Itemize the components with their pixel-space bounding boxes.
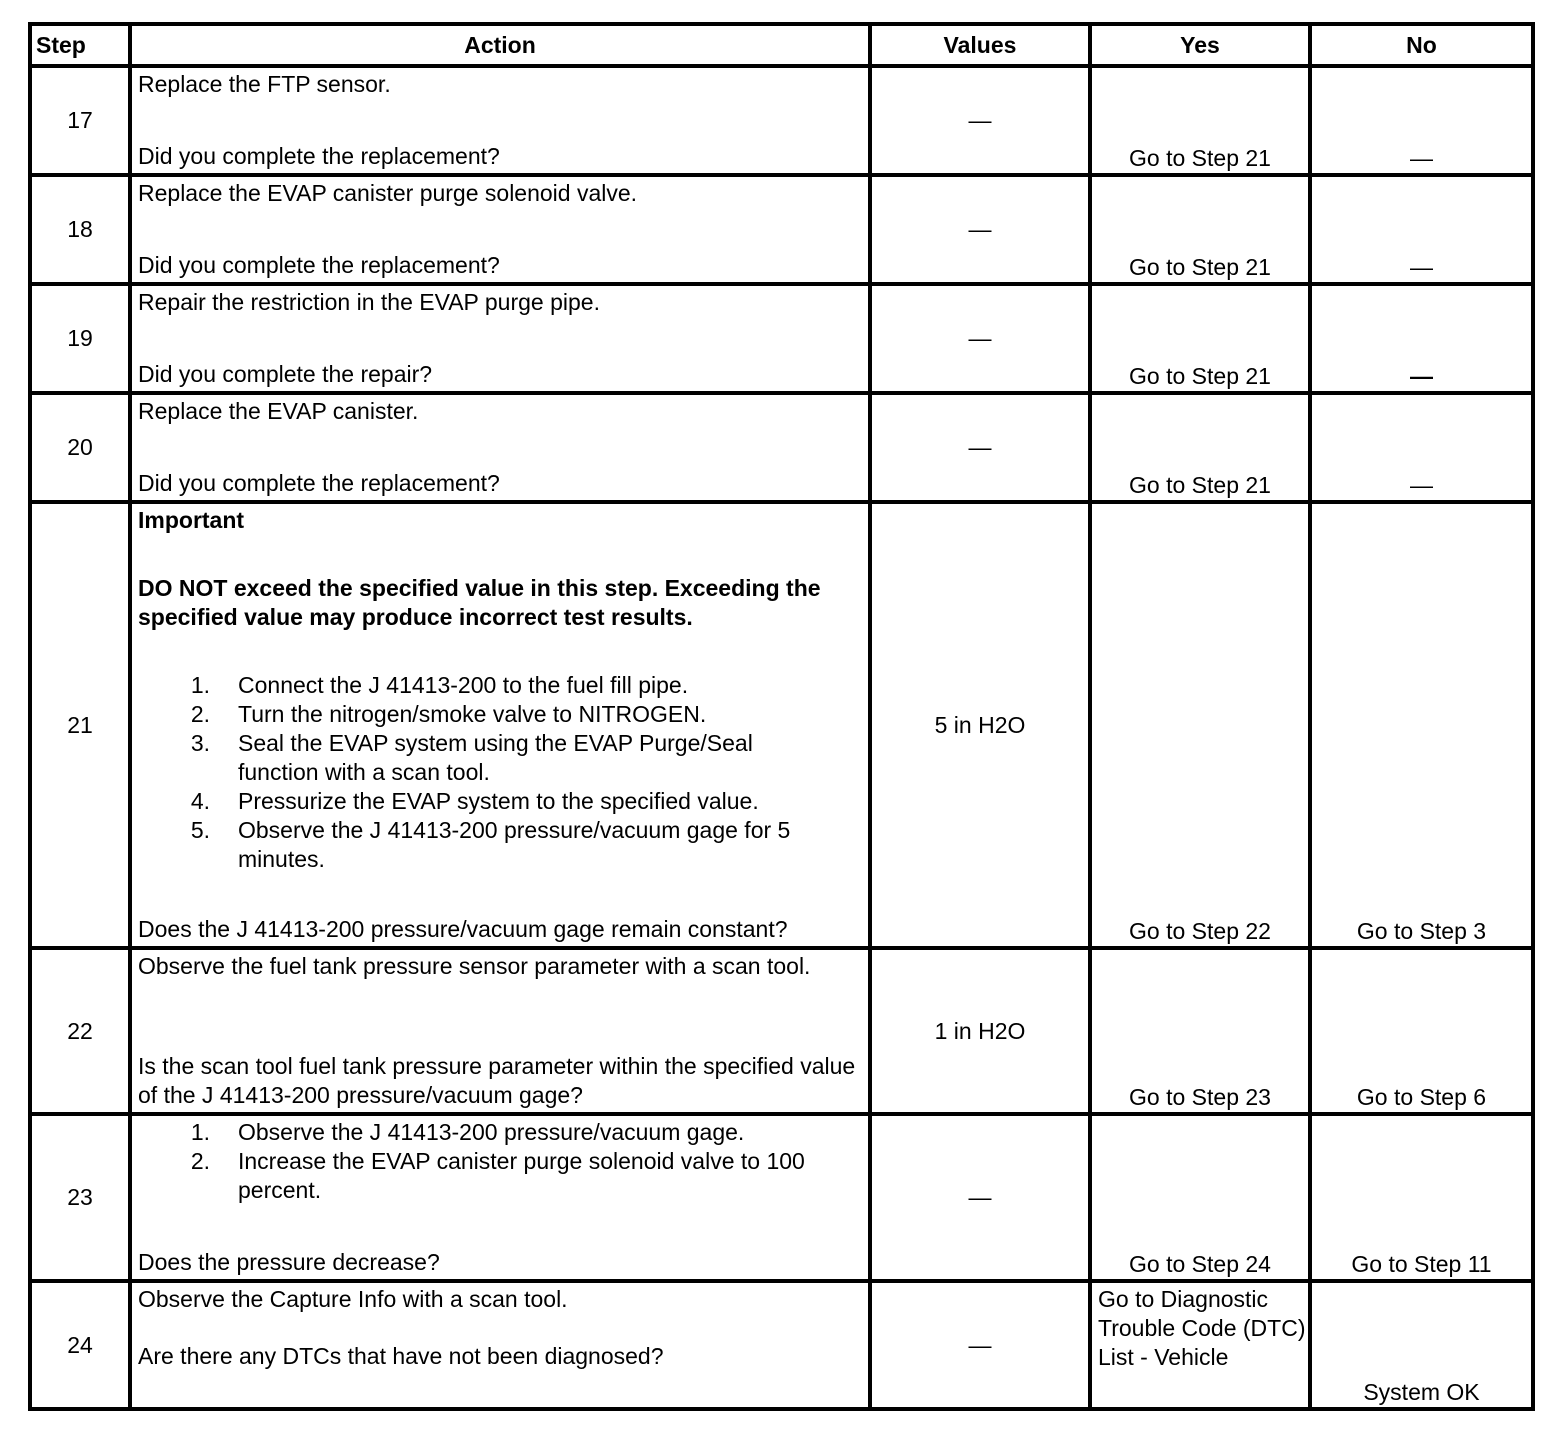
- yes-result: Go to Step 21: [1129, 472, 1271, 498]
- action-cell: [130, 284, 870, 393]
- no-result: System OK: [1363, 1379, 1480, 1405]
- values-cell: —: [870, 284, 1090, 393]
- no-result: Go to Step 3: [1356, 918, 1487, 944]
- action-cell: [130, 1281, 870, 1409]
- action-text: Replace the EVAP canister purge solenoid valve.: [138, 180, 638, 206]
- no-cell: [1310, 502, 1533, 948]
- action-text: Observe the fuel tank pressure sensor parameter with a scan tool.: [138, 953, 811, 979]
- yes-cell: [1090, 66, 1310, 175]
- list-item: 1. Connect the J 41413-200 to the fuel fill pipe.: [190, 672, 689, 698]
- yes-cell: [1090, 175, 1310, 284]
- step-number: 24: [30, 1281, 130, 1409]
- no-result: —: [1410, 145, 1433, 171]
- step-number: 21: [30, 502, 130, 948]
- yes-cell: [1090, 1114, 1310, 1281]
- header-yes: Yes: [1090, 24, 1310, 66]
- action-cell: [130, 66, 870, 175]
- table-row: [30, 502, 1533, 948]
- table-row: [30, 948, 1533, 1114]
- header-row: [30, 24, 1533, 66]
- no-result: Go to Step 6: [1356, 1084, 1487, 1110]
- values-cell: —: [870, 175, 1090, 284]
- no-result: —: [1410, 363, 1433, 389]
- procedure-list: [138, 671, 862, 874]
- action-question: Does the J 41413-200 pressure/vacuum gage remain constant?: [138, 916, 788, 942]
- action-question: Did you complete the replacement?: [138, 470, 500, 496]
- step-number: 22: [30, 948, 130, 1114]
- header-values: Values: [870, 24, 1090, 66]
- action-cell: [130, 948, 870, 1114]
- list-item: 3. Seal the EVAP system using the EVAP Purge/Seal function with a scan tool.: [190, 730, 753, 785]
- yes-result: Go to Step 24: [1129, 1251, 1271, 1277]
- list-item: 4. Pressurize the EVAP system to the specified value.: [190, 788, 759, 814]
- action-question: Did you complete the repair?: [138, 361, 433, 387]
- yes-result: Go to Step 21: [1129, 254, 1271, 280]
- values-cell: —: [870, 1281, 1090, 1409]
- yes-result: Go to Step 21: [1129, 145, 1271, 171]
- table-row: [30, 393, 1533, 502]
- list-item: 5. Observe the J 41413-200 pressure/vacuum gage for 5 minutes.: [190, 817, 791, 872]
- no-cell: [1310, 393, 1533, 502]
- action-cell: [130, 175, 870, 284]
- yes-result: Go to Step 21: [1129, 363, 1271, 389]
- action-question: Did you complete the replacement?: [138, 143, 500, 169]
- action-question: Does the pressure decrease?: [138, 1249, 440, 1275]
- important-label: Important: [138, 507, 245, 533]
- yes-cell: [1090, 1281, 1310, 1409]
- yes-result: Go to Step 23: [1129, 1084, 1271, 1110]
- action-text: Observe the Capture Info with a scan tool.: [138, 1286, 568, 1312]
- yes-result: Go to Diagnostic Trouble Code (DTC) List - Vehicle: [1098, 1286, 1306, 1370]
- diagnostic-table: [28, 22, 1535, 1411]
- values-cell: —: [870, 66, 1090, 175]
- yes-result: Go to Step 22: [1129, 918, 1271, 944]
- yes-cell: [1090, 393, 1310, 502]
- header-action: Action: [130, 24, 870, 66]
- action-question: Is the scan tool fuel tank pressure parameter within the specified value of the J 41413-200 pressure/vacuum gage?: [138, 1053, 856, 1108]
- values-cell: —: [870, 1114, 1090, 1281]
- action-question: Are there any DTCs that have not been diagnosed?: [138, 1343, 664, 1369]
- yes-cell: [1090, 948, 1310, 1114]
- action-text: Replace the EVAP canister.: [138, 398, 419, 424]
- header-step: Step: [30, 24, 130, 66]
- no-cell: [1310, 1281, 1533, 1409]
- action-text: Repair the restriction in the EVAP purge pipe.: [138, 289, 600, 315]
- values-cell: 5 in H2O: [870, 502, 1090, 948]
- table-row: [30, 66, 1533, 175]
- step-number: 17: [30, 66, 130, 175]
- list-item: 1. Observe the J 41413-200 pressure/vacuum gage.: [190, 1119, 745, 1145]
- yes-cell: [1090, 284, 1310, 393]
- list-item: 2. Turn the nitrogen/smoke valve to NITROGEN.: [190, 701, 707, 727]
- table-row: [30, 1114, 1533, 1281]
- no-result: —: [1410, 472, 1433, 498]
- step-number: 19: [30, 284, 130, 393]
- action-question: Did you complete the replacement?: [138, 252, 500, 278]
- no-cell: [1310, 948, 1533, 1114]
- step-number: 18: [30, 175, 130, 284]
- no-result: —: [1410, 254, 1433, 280]
- list-item: 2. Increase the EVAP canister purge solenoid valve to 100 percent.: [190, 1148, 805, 1203]
- action-cell: [130, 1114, 870, 1281]
- values-cell: —: [870, 393, 1090, 502]
- step-number: 20: [30, 393, 130, 502]
- procedure-list: [138, 1118, 862, 1205]
- header-no: No: [1310, 24, 1533, 66]
- step-number: 23: [30, 1114, 130, 1281]
- table-row: [30, 284, 1533, 393]
- table-row: [30, 175, 1533, 284]
- no-result: Go to Step 11: [1351, 1251, 1492, 1277]
- values-cell: 1 in H2O: [870, 948, 1090, 1114]
- table-row: [30, 1281, 1533, 1409]
- no-cell: [1310, 284, 1533, 393]
- action-cell: [130, 393, 870, 502]
- no-cell: [1310, 66, 1533, 175]
- action-text: Replace the FTP sensor.: [138, 71, 391, 97]
- important-text: DO NOT exceed the specified value in this step. Exceeding the specified value may produce incorrect test results.: [138, 575, 821, 630]
- no-cell: [1310, 175, 1533, 284]
- no-cell: [1310, 1114, 1533, 1281]
- action-cell: [130, 502, 870, 948]
- yes-cell: [1090, 502, 1310, 948]
